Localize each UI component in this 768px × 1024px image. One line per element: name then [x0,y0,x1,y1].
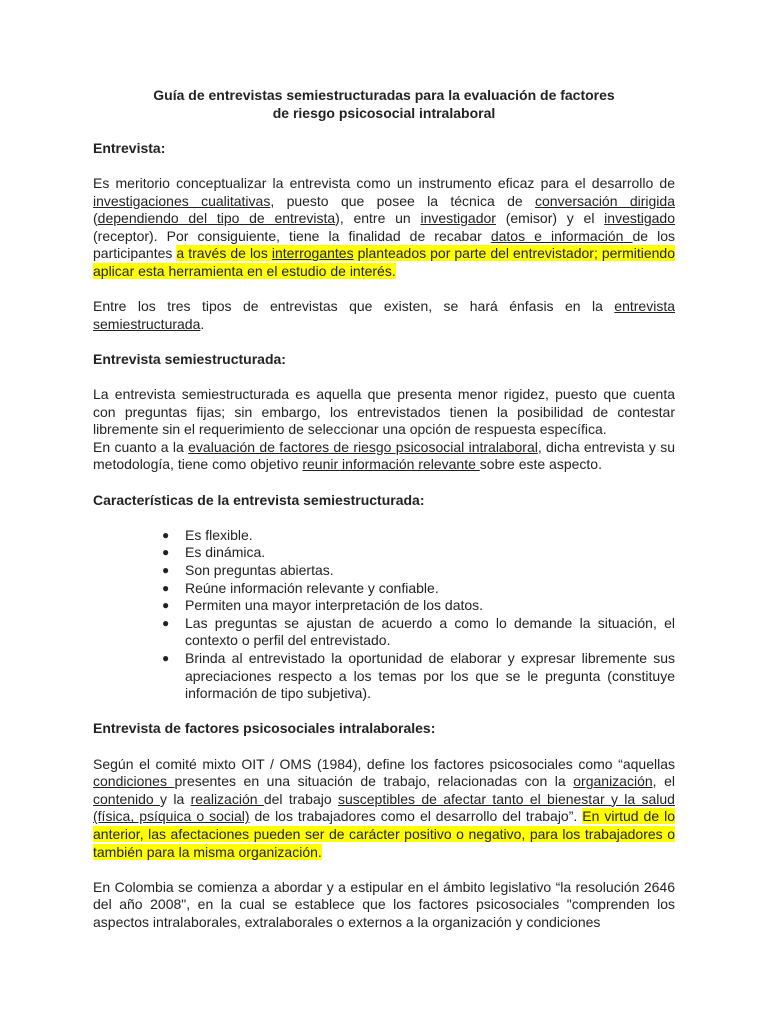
paragraph-semiestructurada-objective [93,439,675,474]
highlighted-text: a través de los [176,245,272,262]
bullet-icon: ● [162,580,170,595]
list-item: ● Es dinámica. [162,544,266,561]
underlined-text: investigador [420,210,496,227]
paragraph-semiestructurada-definition [93,386,675,439]
list-item: ● Permiten una mayor interpretación de los datos. [162,597,484,614]
bullet-icon: ● [162,615,170,630]
text-run: (emisor) y el [495,210,605,227]
text-run: ), entre un [335,210,421,227]
text-run: de los trabajadores como el desarrollo del trabajo”. [249,808,583,825]
heading-entrevista: Entrevista: [93,139,166,156]
text-run: , el [652,773,675,790]
underlined-text: datos e información [490,227,633,244]
bullet-icon: ● [162,545,170,560]
list-item: ● Son preguntas abiertas. [162,562,334,579]
text-run: , dicha entrevista y su metodología, tiene como objetivo [93,438,675,473]
text-run: presentes en una situación de trabajo, relacionadas con la [174,773,574,790]
paragraph-entrevista-types [93,298,675,333]
list-item: ● Las preguntas se ajustan de acuerdo a como lo demande la situación, el contexto o perfil del entrevistado. [162,614,675,649]
heading-caracteristicas: Características de la entrevista semiestructurada: [93,491,425,508]
underlined-text: conversación dirigida [535,192,675,209]
underlined-text: evaluación de factores de riesgo psicosocial intralaboral [188,438,538,455]
underlined-text: dependiendo del tipo de entrevista [97,210,336,227]
text-run: y la [160,790,191,807]
text-run: En Colombia se comienza a abordar y a estipular en el ámbito legislativo “la resolución 2646 del año 2008", en la cual se establece que los factores psicosociales "comprenden los aspectos intralaborales, extralaborales o externos a la organización y condiciones [93,878,675,930]
text-run: Es meritorio conceptualizar la entrevista como un instrumento eficaz para el desarrollo de [93,174,675,191]
list-item: ● Reúne información relevante y confiable. [162,579,439,596]
underlined-text: contenido [93,790,161,807]
bullet-icon: ● [162,563,170,578]
highlighted-text: interrogantes [271,245,354,262]
heading-factores-psicosociales: Entrevista de factores psicosociales intralaborales: [93,720,436,737]
text-run: En cuanto a la [93,438,189,455]
underlined-text: realización [190,790,264,807]
underlined-text: investigado [604,210,675,227]
bullet-icon: ● [162,527,170,542]
bullet-icon: ● [162,651,170,665]
title-line-2: de riesgo psicosocial intralaboral [272,104,496,121]
title-line-1: Guía de entrevistas semiestructuradas para la evaluación de factores [153,87,615,103]
text-run: (receptor). Por consiguiente, tiene la finalidad de recabar [93,227,491,244]
underlined-text: condiciones [93,773,175,790]
underlined-text: entrevista semiestructurada [93,298,675,332]
underlined-text: organización [573,773,653,790]
heading-semiestructurada: Entrevista semiestructurada: [93,350,286,367]
list-item: ● Brinda al entrevistado la oportunidad de elaborar y expresar libremente sus apreciaciones respecto a los temas por los que se le pregunta (constituye información de tipo subjetiva). [162,650,675,702]
document-title [93,87,675,122]
text-run: La entrevista semiestructurada es aquella que presenta menor rigidez, puesto que cuenta con preguntas fijas; sin embargo, los entrevistados tienen la posibilidad de contestar libremente sin el requerimiento de seleccionar una opción de respuesta específica. [93,386,675,438]
text-run: de los participantes [93,227,675,262]
underlined-text: susceptibles de afectar tanto el bienestar y la salud (física, psíquica o social) [93,790,675,825]
bullet-icon: ● [162,598,170,613]
text-run: Entre los tres tipos de entrevistas que existen, se hará énfasis en la [93,298,615,315]
highlighted-text: planteados por parte del entrevistador; permitiendo aplicar esta herramienta en el estudio de interés. [93,245,676,279]
paragraph-colombia-resolution [93,879,675,932]
highlighted-text: En virtud de lo anterior, las afectaciones pueden ser de carácter positivo o negativo, para los trabajadores o también para la misma organización. [93,808,675,860]
text-run: , puesto que posee la técnica de [270,192,536,209]
underlined-text: reunir información relevante [302,456,480,473]
document-body [93,87,675,932]
text-run: sobre este aspecto. [479,456,602,473]
paragraph-oit-oms-definition [93,756,675,862]
paragraph-entrevista-definition [93,175,675,281]
underlined-text: investigaciones cualitativas [93,192,271,209]
characteristics-list [93,527,675,703]
text-run: ( [93,210,98,227]
text-run: Según el comité mixto OIT / OMS (1984), define los factores psicosociales como “aquellas [93,755,675,772]
text-run: del trabajo [263,790,338,807]
list-item: ● Es flexible. [162,526,253,543]
text-run: . [200,315,205,332]
